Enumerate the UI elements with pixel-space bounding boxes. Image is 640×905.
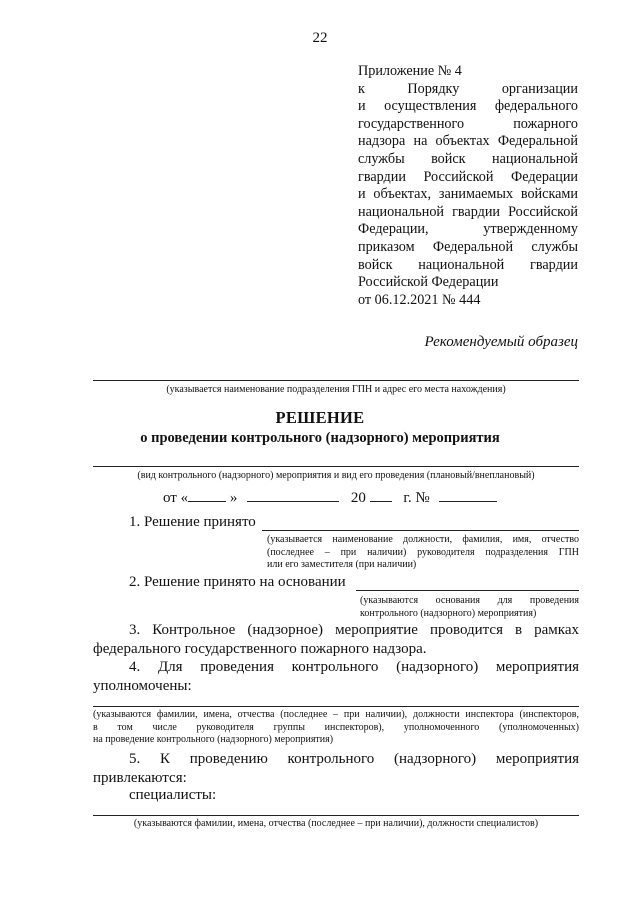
unit-fill-line [93, 380, 579, 381]
item1-fill-line [262, 530, 579, 531]
specialists-label: специалисты: [129, 787, 217, 803]
item4-caption [93, 709, 579, 747]
date-from-label: от « [163, 490, 189, 506]
appendix-line: гвардии Российской Федерации [358, 168, 578, 185]
year-prefix: 20 [350, 490, 366, 506]
item4-line: 4. Для проведения контрольного (надзорного) мероприятия [129, 659, 579, 675]
date-line [163, 487, 497, 507]
appendix-line: Российской Федерации [358, 274, 499, 291]
item3-line: федерального государственного пожарного надзора. [93, 641, 427, 657]
appendix-block [358, 63, 578, 309]
number-label: г. № [403, 490, 430, 506]
appendix-line: Федерации, утвержденному [358, 221, 578, 238]
item1-label: 1. Решение принято [129, 514, 256, 530]
appendix-line: к Порядку организации [358, 80, 578, 97]
appendix-heading: Приложение № 4 [358, 63, 462, 79]
appendix-line: от 06.12.2021 № 444 [358, 291, 481, 308]
item4-caption-line: на проведение контрольного (надзорного) мероприятия) [93, 734, 334, 745]
item4-caption-line: (указываются фамилии, имена, отчества (последнее – при наличии), должности инспектора (инспекторов, [93, 709, 579, 720]
item5-paragraph [93, 750, 579, 788]
document-subtitle: о проведении контрольного (надзорного) мероприятия [140, 430, 500, 446]
item2-label: 2. Решение принято на основании [129, 574, 346, 590]
item4-line: уполномочены: [93, 678, 192, 694]
item2-caption-line: контрольного (надзорного) мероприятия) [360, 607, 537, 619]
appendix-line: и осуществления федерального [358, 98, 578, 115]
item2-caption-line: (указываются основания для проведения [360, 595, 579, 606]
appendix-line: службы войск национальной [358, 150, 578, 167]
item4-paragraph [93, 658, 579, 696]
item2-caption [360, 595, 579, 620]
unit-caption: (указывается наименование подразделения ГПН и адрес его места нахождения) [166, 384, 506, 395]
appendix-line: национальной гвардии Российской [358, 203, 578, 220]
item5-caption: (указываются фамилии, имена, отчества (последнее – при наличии), должности специалистов) [133, 818, 539, 829]
item1-caption [267, 534, 579, 572]
appendix-line: приказом Федеральной службы [358, 238, 578, 255]
item5-fill-line [93, 815, 579, 816]
item1-caption-line: (последнее – при наличии) руководителя подразделения ГПН [267, 546, 579, 558]
year-blank [370, 487, 392, 502]
item3-paragraph [93, 621, 579, 659]
item1-caption-line: или его заместителя (при наличии) [267, 559, 417, 570]
document-title: РЕШЕНИЕ [275, 408, 365, 427]
appendix-line: войск национальной гвардии [358, 256, 578, 273]
item5-line: 5. К проведению контрольного (надзорного) мероприятия [129, 751, 579, 767]
type-caption: (вид контрольного (надзорного) мероприятия и вид его проведения (плановый/внеплановый) [137, 470, 535, 481]
page-number: 22 [312, 30, 328, 46]
item3-line: 3. Контрольное (надзорное) мероприятие проводится в рамках [129, 622, 579, 638]
item4-fill-line [93, 706, 579, 707]
appendix-line: и объектах, занимаемых войсками [358, 186, 578, 203]
day-blank [188, 487, 226, 502]
appendix-line: надзора на объектах Федеральной [358, 133, 578, 150]
item4-caption-line: в том числе руководителя группы инспекторов), уполномоченного (уполномоченных) [93, 721, 579, 733]
sample-label: Рекомендуемый образец [424, 334, 578, 350]
item2-fill-line [356, 590, 579, 591]
item1-caption-line: (указывается наименование должности, фамилия, имя, отчество [267, 534, 579, 545]
month-blank [247, 487, 339, 502]
item5-line: привлекаются: [93, 770, 187, 786]
number-blank [439, 487, 497, 502]
date-close-quote: » [229, 490, 238, 506]
type-fill-line [93, 466, 579, 467]
appendix-line: государственного пожарного [358, 115, 578, 132]
